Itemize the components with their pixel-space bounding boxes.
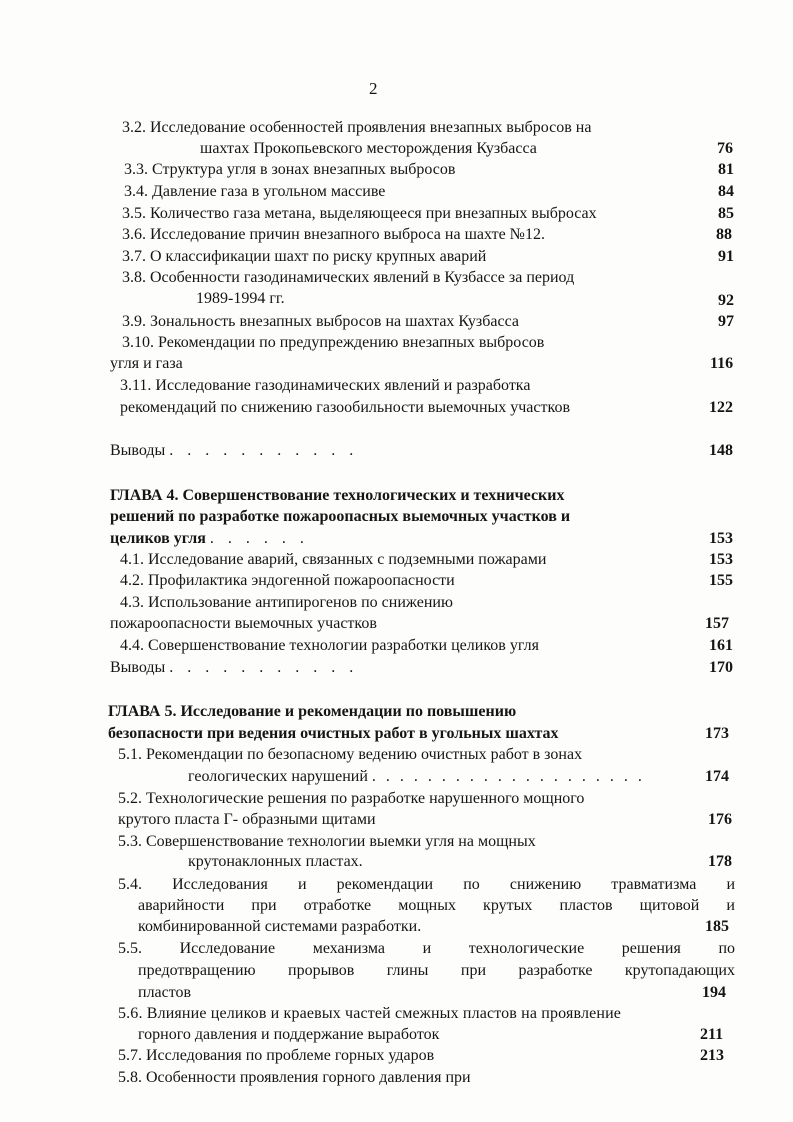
toc-page-4-4: 161 — [709, 637, 733, 654]
leader-dots: . . . . . . . . . . . — [169, 659, 359, 676]
toc-page-5-4: 185 — [705, 918, 729, 935]
toc-page-3-5: 85 — [718, 205, 734, 222]
toc-entry-5-4: 5.4. Исследования и рекомендации по снижению травматизма и — [118, 876, 735, 893]
toc-entry-4-1: 4.1. Исследование аварий, связанных с подземными пожарами — [120, 551, 547, 568]
toc-page-3-4: 84 — [718, 183, 734, 200]
toc-page-4-3: 157 — [705, 615, 729, 632]
toc-page-3-8: 92 — [718, 292, 734, 309]
toc-entry-4-4: 4.4. Совершенствование технологии разработки целиков угля — [120, 637, 539, 654]
toc-page-5-3: 178 — [708, 853, 732, 870]
toc-entry-3-9: 3.9. Зональность внезапных выбросов на шахтах Кузбасса — [122, 313, 519, 330]
toc-entry-5-2-cont: крутого пласта Г- образными щитами — [118, 811, 376, 828]
toc-page-4-2: 155 — [709, 572, 733, 589]
toc-entry-5-5: 5.5. Исследование механизма и технологические решения по — [118, 940, 735, 957]
toc-entry-5-2: 5.2. Технологические решения по разработке нарушенного мощного — [118, 790, 585, 807]
toc-entry-5-3: 5.3. Совершенствование технологии выемки угля на мощных — [118, 833, 536, 850]
leader-dots: . . . . . . — [209, 530, 309, 547]
toc-page-5-2: 176 — [708, 811, 732, 828]
toc-entry-3-3: 3.3. Структура угля в зонах внезапных выбросов — [124, 161, 456, 178]
toc-page-4-1: 153 — [709, 551, 733, 568]
chapter-4-title-end — [110, 530, 309, 548]
toc-entry-5-3-cont: крутонаклонных пластах. — [188, 853, 363, 870]
chapter-4-title-last: целиков угля — [110, 530, 206, 547]
toc-page-3-11: 122 — [709, 399, 733, 416]
toc-entry-3-6: 3.6. Исследование причин внезапного выброса на шахте №12. — [122, 226, 545, 243]
toc-conclusions-4 — [110, 659, 358, 677]
toc-conclusions-3 — [110, 442, 358, 460]
toc-entry-5-5-end: пластов — [138, 984, 192, 1001]
toc-page-3-10: 116 — [710, 355, 734, 372]
toc-entry-3-2-cont: шахтах Прокопьевского месторождения Кузбасса — [200, 140, 537, 157]
toc-entry-5-4-cont: аварийности при отработке мощных крутых пластов щитовой и — [138, 897, 735, 914]
toc-page-conclusions-4: 170 — [709, 659, 733, 676]
toc-entry-3-7: 3.7. О классификации шахт по риску крупных аварий — [122, 248, 487, 265]
chapter-5-title: ГЛАВА 5. Исследование и рекомендации по повышению — [108, 703, 517, 720]
toc-page-3-6: 88 — [716, 226, 732, 243]
toc-entry-5-6-cont: горного давления и поддержание выработок — [138, 1026, 440, 1043]
toc-page-3-2: 76 — [717, 140, 733, 157]
toc-entry-5-1: 5.1. Рекомендации по безопасному ведению очистных работ в зонах — [118, 746, 583, 763]
chapter-4-title: ГЛАВА 4. Совершенствование технологических и технических — [110, 487, 565, 504]
toc-entry-3-4: 3.4. Давление газа в угольном массиве — [124, 183, 386, 200]
toc-entry-5-1-cont — [188, 768, 645, 786]
toc-entry-3-2: 3.2. Исследование особенностей проявления внезапных выбросов на — [122, 119, 592, 136]
chapter-5-title-cont: безопасности при ведения очистных работ в угольных шахтах — [108, 725, 559, 742]
conclusions-label: Выводы — [110, 659, 166, 676]
toc-entry-3-10-cont: угля и газа — [110, 355, 183, 372]
toc-page-3-7: 91 — [718, 248, 734, 265]
toc-page-5-1: 174 — [705, 768, 729, 785]
toc-page-conclusions-3: 148 — [709, 442, 733, 459]
toc-entry-5-8: 5.8. Особенности проявления горного давления при — [118, 1069, 471, 1086]
leader-dots: . . . . . . . . . . . . . . . . . . . . — [371, 768, 645, 785]
toc-page-chapter-5: 173 — [705, 725, 729, 742]
toc-entry-4-3: 4.3. Использование антипирогенов по снижению — [120, 594, 453, 611]
page-number: 2 — [369, 79, 378, 98]
toc-entry-3-5: 3.5. Количество газа метана, выделяющееся при внезапных выбросах — [122, 205, 597, 222]
toc-entry-3-10: 3.10. Рекомендации по предупреждению внезапных выбросов — [122, 334, 545, 351]
toc-page-5-6: 211 — [700, 1026, 724, 1043]
toc-page-5-7: 213 — [700, 1047, 724, 1064]
toc-entry-5-4-end: комбинированной системами разработки. — [138, 918, 422, 935]
toc-entry-5-7: 5.7. Исследования по проблеме горных ударов — [118, 1047, 435, 1064]
toc-entry-5-5-cont: предотвращению прорывов глины при разработке крутопадающих — [138, 962, 735, 979]
toc-entry-5-6: 5.6. Влияние целиков и краевых частей смежных пластов на проявление — [118, 1005, 622, 1022]
toc-entry-3-11: 3.11. Исследование газодинамических явлений и разработка — [120, 377, 531, 394]
toc-entry-4-3-cont: пожароопасности выемочных участков — [110, 615, 377, 632]
toc-entry-4-2: 4.2. Профилактика эндогенной пожароопасности — [120, 572, 455, 589]
leader-dots: . . . . . . . . . . . — [169, 442, 359, 459]
toc-page-chapter-4: 153 — [709, 530, 733, 547]
toc-entry-5-1-text: геологических нарушений — [188, 768, 368, 785]
toc-page-3-9: 97 — [718, 313, 734, 330]
toc-page-5-5: 194 — [702, 984, 726, 1001]
toc-page-3-3: 81 — [718, 161, 734, 178]
toc-entry-3-8: 3.8. Особенности газодинамических явлений в Кузбассе за период — [122, 269, 575, 286]
conclusions-label: Выводы — [110, 442, 166, 459]
toc-entry-3-8-cont: 1989-1994 гг. — [196, 290, 285, 307]
chapter-4-title-cont: решений по разработке пожароопасных выемочных участков и — [110, 508, 571, 525]
toc-entry-3-11-cont: рекомендаций по снижению газообильности выемочных участков — [120, 399, 571, 416]
